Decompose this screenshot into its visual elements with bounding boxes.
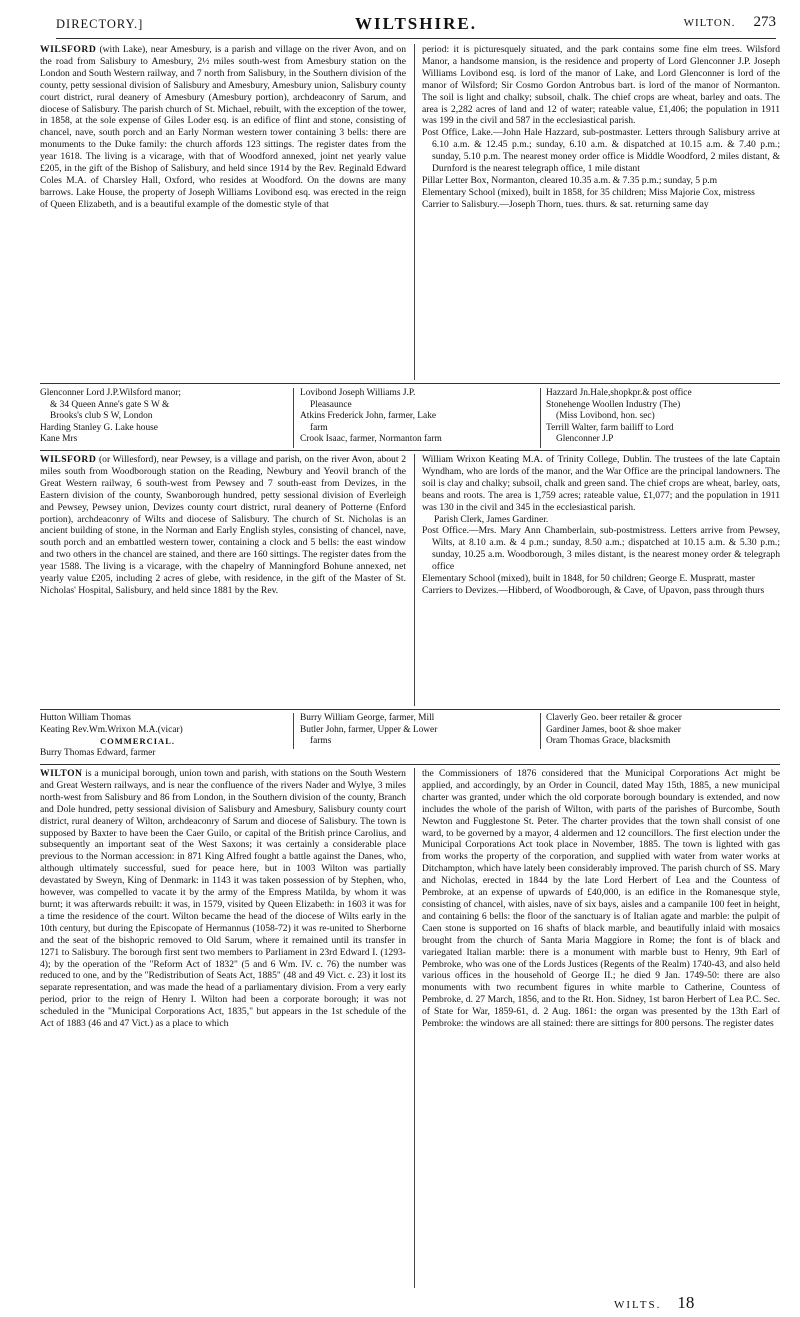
- column-divider: [414, 44, 415, 380]
- section-rule: [40, 764, 780, 765]
- wilsford-lake-right-column: [422, 44, 780, 380]
- wilsford-pewsey-right-column: [422, 454, 780, 706]
- list-item: Gardiner James, boot & shoe maker: [546, 724, 681, 735]
- pewsey-residents-list: [40, 713, 780, 761]
- wilsford-lake-left-column: [40, 44, 406, 380]
- list-item: Atkins Frederick John, farmer, Lake: [300, 411, 437, 422]
- directory-column: [546, 713, 780, 748]
- lake-residents-list: [40, 388, 780, 448]
- column-divider: [414, 768, 415, 1288]
- list-item: (Miss Lovibond, hon. sec): [556, 411, 655, 422]
- wilsford-pewsey-left-column: [40, 454, 406, 706]
- school: Elementary School (mixed), built in 1848, for 50 children; George E. Muspratt, master: [422, 573, 755, 585]
- pillar-box: Pillar Letter Box, Normanton, cleared 10.35 a.m. & 7.35 p.m.; sunday, 5 p.m: [422, 174, 718, 186]
- carrier: Carriers to Devizes.—Hibberd, of Woodborough, & Cave, of Upavon, pass through thurs: [422, 584, 765, 596]
- footer-label: WILTS.: [614, 1299, 662, 1311]
- section-rule: [40, 450, 780, 451]
- commercial-heading: COMMERCIAL.: [100, 736, 175, 747]
- list-item: Claverly Geo. beer retailer & grocer: [546, 713, 682, 723]
- list-item: Glenconner Lord J.P.Wilsford manor;: [40, 388, 181, 398]
- page-footer: [614, 1293, 694, 1313]
- list-item: Pleasaunce: [310, 399, 352, 410]
- directory-column: [40, 713, 290, 759]
- header-section: DIRECTORY.]: [56, 17, 144, 31]
- post-office: Post Office, Lake.—John Hale Hazzard, sub-postmaster. Letters through Salisbury arrive at 6.10 a.m. & 12.45 p.m.; sunday, 6.10 a.m. & dispatched at 10.15 a.m. & 7.40 p.m.; sunday, 5.10 p.m. The nearest money order office is Middle Woodford, 2 miles distant, & Durnford is the nearest telegraph office, 1 mile distant: [422, 127, 780, 175]
- header-rule: [56, 38, 776, 39]
- list-item: & 34 Queen Anne's gate S W &: [50, 399, 170, 410]
- place-description: (with Lake), near Amesbury, is a parish and village on the river Avon, and on the road from Salisbury to Amesbury, 2½ miles south-west from Amesbury station on the London and South Western railway, and 7 north from Salisbury, in the Southern division of the county, petty sessional division of Salisbury and Amesbury, Amesbury union, Salisbury county court district, rural deanery of Amesbury (Amesbury portion), archdeaconry of Sarum, and diocese of Salisbury. The parish church of St. Michael, rebuilt, with the exception of the tower, in 1858, at the sole expense of Giles Loder esq. is an edifice of flint and stone, consisting of chancel, nave, south porch and an Early Norman western tower containing 3 bells: there are monuments to the Duke family: the church affords 123 sittings. The register dates from the year 1618. The living is a vicarage, with that of Woodford annexed, joint net yearly value £205, in the gift of the Bishop of Salisbury, and held since 1914 by the Rev. Reginald Edward Coles M.A. of Charsley Hall, Oxford, who resides at Woodford. On the downs are many barrows. Lake House, the property of Joseph Williams Lovibond esq. was erected in the reign of Queen Elizabeth, and is a beautiful example of the domestic style of that: [40, 44, 406, 210]
- place-name: WILSFORD: [40, 454, 97, 465]
- section-rule: [40, 383, 780, 384]
- parish-clerk: Parish Clerk, James Gardiner.: [434, 513, 549, 525]
- column-divider: [414, 454, 415, 706]
- place-name: WILSFORD: [40, 44, 97, 55]
- directory-column: [40, 388, 290, 446]
- wilsford-pewsey-entry: [40, 454, 780, 706]
- wilton-right-column: [422, 768, 780, 1288]
- list-item: Stonehenge Woollen Industry (The): [546, 399, 681, 410]
- header-place: WILTON.: [683, 17, 736, 29]
- wilton-entry: [40, 768, 780, 1288]
- place-description: (or Willesford), near Pewsey, is a village and parish, on the river Avon, about 2 miles south from Woodborough station on the Reading, Newbury and Yeovil branch of the Great Western railway, 6 south-west from Pewsey and 7 south-east from Devizes, in the Eastern division of the county, Swanborough hundred, petty sessional division of Everleigh and Pewsey, Pewsey union, Devizes county court district, rural deanery of Potterne (Enford portion), archdeaconry of Wilts and diocese of Salisbury. The church of St. Nicholas is an ancient building of stone, in the Norman and Early English styles, consisting of chancel, nave, south porch and an embattled western tower, containing a clock and 5 bells: the east window and two others in the chancel are stained, and there are 160 sittings. The register dates from the year 1588. The living is a vicarage, with the chapelry of Manningford Bohune annexed, net yearly value £205, including 2 acres of glebe, with residence, in the gift of the Master of St. Nicholas' Hospital, Salisbury, and held since 1881 by the Rev.: [40, 454, 406, 596]
- list-item: Crook Isaac, farmer, Normanton farm: [300, 434, 442, 445]
- footer-signature: 18: [677, 1293, 695, 1312]
- wilsford-lake-entry: [40, 44, 780, 380]
- page-number: 273: [753, 14, 776, 30]
- place-description: is a municipal borough, union town and parish, with stations on the South Western and Great Western railways, and is near the confluence of the rivers Nader and Wylye, 3 miles north-west from Salisbury and 86 from London, in the Southern division of the county, Branch and Dole hundred, petty sessional division of Salisbury and Amesbury, Salisbury county court district, rural deanery of Wilton, archdeaconry of Sarum and diocese of Salisbury. The town is supposed by Baxter to have been the Caer Guilo, or capital of the British prince Carolius, and subsequently an important seat of the West Saxons; it was certainly a considerable place previous to the Norman accession: in 871 King Alfred fought a battle against the Danes, who, although ultimately successful, sued for peace here, but in 1003 Wilton was partially devastated by Sweyn, King of Denmark: in 1143 it was taken possession of by Stephen, who, however, was compelled to vacate it by the army of the Empress Matilda, by whom it was burnt; it was afterwards rebuilt: it was, in 1579, visited by Queen Elizabeth: in 1603 it was for a time the residence of the court. Wilton became the head of the diocese of Wilts early in the 10th century, but during the Episcopate of Hermannus (1058-72) it was re-united to Sherborne and the seat of the bishopric removed to Old Sarum, where it remained until its transfer in 1271 to Salisbury. The borough first sent two members to Parliament in 23rd Edward I. (1293-4); by the operation of the "Reform Act of 1832" (5 and 6 Wm. IV. c. 76) the number was reduced to one, and by the "Redistribution of Seats Act, 1885" (48 and 49 Vict. c. 23) it lost its separate representation, and was made the head of a parliamentary division. From a very early period, prior to the reign of Henry I. Wilton had been a corporate borough; it was not scheduled in the "Municipal Corporations Act, 1835," but appears in the 1st schedule of the Act of 1883 (46 and 47 Vict.) as a place to which: [40, 768, 406, 1030]
- list-item: Brooks's club S W, London: [50, 411, 153, 422]
- place-name: WILTON: [40, 768, 83, 779]
- column-divider: [540, 388, 541, 448]
- directory-column: [300, 388, 536, 446]
- place-description-cont: period: it is picturesquely situated, and the park contains some fine elm trees. Wilsford Manor, a handsome mansion, is the residence and property of Lord Glenconner J.P. Joseph Williams Lovibond esq. is lord of the manor of Lake, and Lord Glenconner is lord of the manor of Wilsford; Sir Cosmo Gordon Antrobus bart. is lord of the manor of Normanton. The soil is light and chalky; subsoil, chalk. The chief crops are wheat, barley and oats. The area is 2,282 acres of land and 12 of water; rateable value, £1,406; the population in 1911 was 199 in the civil and 587 in the ecclesiastical parish.: [422, 44, 780, 127]
- list-item: Lovibond Joseph Williams J.P.: [300, 388, 416, 398]
- page-header: [56, 14, 776, 36]
- directory-column: [300, 713, 536, 748]
- list-item: Hazzard Jn.Hale,shopkpr.& post office: [546, 388, 692, 398]
- column-divider: [293, 388, 294, 448]
- column-divider: [293, 713, 294, 749]
- school: Elementary School (mixed), built in 1858, for 35 children; Miss Majorie Cox, mistress: [422, 186, 755, 198]
- list-item: Hutton William Thomas: [40, 713, 131, 723]
- list-item: Burry William George, farmer, Mill: [300, 713, 435, 723]
- list-item: Terrill Walter, farm bailiff to Lord: [546, 422, 674, 433]
- section-rule: [40, 709, 780, 710]
- list-item: Oram Thomas Grace, blacksmith: [546, 736, 671, 747]
- list-item: Burry Thomas Edward, farmer: [40, 747, 156, 758]
- post-office: Post Office.—Mrs. Mary Ann Chamberlain, sub-postmistress. Letters arrive from Pewsey, Wilts, at 8.10 a.m. & 4 p.m.; sunday, 8.50 a.m.; dispatched at 10.15 a.m. & 5.30 p.m.; sunday, 10.25 a.m. Woodborough, 3 miles distant, is the nearest money order & telegraph office: [422, 525, 780, 573]
- column-divider: [540, 713, 541, 749]
- place-description-cont: William Wrixon Keating M.A. of Trinity College, Dublin. The trustees of the late Captain Wyndham, who are lords of the manor, and the War Office are the principal landowners. The soil is clay and chalky; subsoil, chalk and green sand. The chief crops are wheat, barley, oats, beans and roots. The area is 1,759 acres; rateable value, £1,077; and the population in 1911 was 130 in the civil and 345 in the ecclesiastical parish.: [422, 454, 780, 513]
- directory-column: [546, 388, 780, 446]
- list-item: Kane Mrs: [40, 434, 78, 445]
- list-item: farm: [310, 422, 328, 433]
- list-item: Butler John, farmer, Upper & Lower: [300, 724, 438, 735]
- place-description-cont: the Commissioners of 1876 considered that the Municipal Corporations Act might be applied, and accordingly, by an Order in Council, dated May 15th, 1885, a new municipal charter was granted, under which the old corporate borough boundary is extended, and now includes the whole of the parish of Wilton, with parts of the parishes of Burcombe, South Newton and Fugglestone St. Peter. The charter provides that the town shall consist of one ward, to be governed by a mayor, 4 aldermen and 12 councillors. The first election under the Municipal Corporations Act took place in November, 1885. The town is lighted with gas from works the property of the corporation, and supplied with water from water works at Ditchampton, which have lately been considerably improved. The parish church of SS. Mary and Nicholas, erected in 1844 by the late Lord Herbert of Lea and the Countess of Pembroke, at an expense of upwards of £40,000, is an edifice in the Romanesque style, consisting of chancel, with aisles, nave of six bays, aisles and a campanile 100 feet in height, and containing 6 bells: the floor of the sanctuary is of Italian agate and marble: the pulpit of Caen stone is supported on 16 shafts of black marble, and beautifully inlaid with mosaics brought from the church of Santa Maria Maggiore in Rome; the font is of black and variegated Italian marble: there is a monument with marble bust to Henry, 9th Earl of Pembroke, who was one of the Lords Justices (Regents of the Realm) 1740-43, and also held various offices in the household of George II.; he died 9 Jan. 1749-50: there are also monuments with two recumbent figures in white marble to Catherine, Countess of Pembroke, d. 27 March, 1856, and to the Rt. Hon. Sidney, 1st baron Herbert of Lea P.C. Sec. of State for War, 1859-61, d. 2 Aug. 1861: the organ was presented by the 13th Earl of Pembroke: the windows are all stained: there are sittings for 800 persons. The register dates: [422, 768, 780, 1030]
- carrier: Carrier to Salisbury.—Joseph Thorn, tues. thurs. & sat. returning same day: [422, 198, 709, 210]
- list-item: farms: [310, 736, 332, 747]
- header-right: [684, 14, 776, 31]
- list-item: Keating Rev.Wm.Wrixon M.A.(vicar): [40, 724, 183, 735]
- list-item: Harding Stanley G. Lake house: [40, 422, 158, 433]
- wilton-left-column: [40, 768, 406, 1288]
- list-item: Glenconner J.P: [556, 434, 614, 445]
- header-county: WILTSHIRE.: [355, 14, 477, 33]
